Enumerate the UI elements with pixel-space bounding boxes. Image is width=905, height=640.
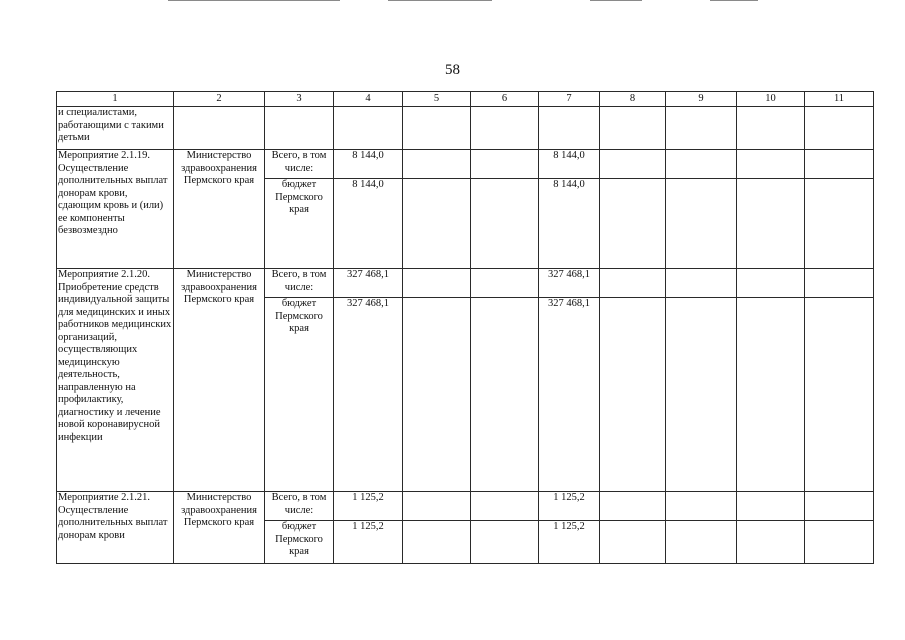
col-header: 11 <box>805 92 874 107</box>
empty-cell <box>666 150 737 179</box>
empty-cell <box>403 179 471 269</box>
col-header: 3 <box>265 92 334 107</box>
empty-cell <box>737 179 805 269</box>
empty-cell <box>805 298 874 492</box>
empty-cell <box>471 298 539 492</box>
empty-cell <box>666 269 737 298</box>
budget-value-col7: 327 468,1 <box>539 298 600 492</box>
total-label: Всего, в том числе: <box>265 269 334 298</box>
empty-cell <box>539 107 600 150</box>
empty-cell <box>471 492 539 521</box>
table-row <box>57 269 874 298</box>
empty-cell <box>805 150 874 179</box>
total-value-col4: 8 144,0 <box>334 150 403 179</box>
empty-cell <box>737 521 805 564</box>
col-header: 7 <box>539 92 600 107</box>
empty-cell <box>666 492 737 521</box>
empty-cell <box>737 107 805 150</box>
empty-cell <box>600 492 666 521</box>
col-header: 2 <box>174 92 265 107</box>
empty-cell <box>334 107 403 150</box>
total-value-col4: 1 125,2 <box>334 492 403 521</box>
measure-executor: Министерство здравоохранения Пермского края <box>174 492 265 564</box>
col-header: 9 <box>666 92 737 107</box>
measure-title: Мероприятие 2.1.19. Осуществление дополнительных выплат донорам крови, сдающим кровь и (или) ее компоненты безвозмездно <box>57 150 174 269</box>
empty-cell <box>805 521 874 564</box>
empty-cell <box>471 107 539 150</box>
budget-table <box>56 91 874 564</box>
total-value-col4: 327 468,1 <box>334 269 403 298</box>
total-value-col7: 1 125,2 <box>539 492 600 521</box>
table-row <box>57 107 874 150</box>
empty-cell <box>737 492 805 521</box>
total-value-col7: 327 468,1 <box>539 269 600 298</box>
scan-line <box>388 0 492 1</box>
empty-cell <box>666 107 737 150</box>
col-header: 10 <box>737 92 805 107</box>
empty-cell <box>600 269 666 298</box>
table-row <box>57 150 874 179</box>
empty-cell <box>174 107 265 150</box>
empty-cell <box>265 107 334 150</box>
budget-value-col4: 8 144,0 <box>334 179 403 269</box>
budget-value-col7: 1 125,2 <box>539 521 600 564</box>
empty-cell <box>403 521 471 564</box>
scan-line <box>590 0 642 1</box>
empty-cell <box>737 269 805 298</box>
measure-title: Мероприятие 2.1.20. Приобретение средств индивидуальной защиты для медицинских и иных работников медицинских организаций, осуществляющих медицинскую деятельность, направленную на профилактику, диагностику и лечение новой коронавирусной инфекции <box>57 269 174 492</box>
budget-label: бюджет Пермского края <box>265 298 334 492</box>
empty-cell <box>805 107 874 150</box>
empty-cell <box>666 179 737 269</box>
col-header: 1 <box>57 92 174 107</box>
col-header: 5 <box>403 92 471 107</box>
empty-cell <box>600 150 666 179</box>
col-header: 8 <box>600 92 666 107</box>
page-number: 58 <box>445 62 460 78</box>
empty-cell <box>471 179 539 269</box>
scan-line <box>710 0 758 1</box>
measure-executor: Министерство здравоохранения Пермского края <box>174 269 265 492</box>
total-value-col7: 8 144,0 <box>539 150 600 179</box>
empty-cell <box>600 107 666 150</box>
empty-cell <box>666 521 737 564</box>
budget-label: бюджет Пермского края <box>265 179 334 269</box>
measure-title: Мероприятие 2.1.21. Осуществление дополнительных выплат донорам крови <box>57 492 174 564</box>
empty-cell <box>805 269 874 298</box>
header-row <box>57 92 874 107</box>
empty-cell <box>403 298 471 492</box>
budget-label: бюджет Пермского края <box>265 521 334 564</box>
budget-value-col7: 8 144,0 <box>539 179 600 269</box>
empty-cell <box>805 492 874 521</box>
empty-cell <box>600 298 666 492</box>
col-header: 4 <box>334 92 403 107</box>
empty-cell <box>666 298 737 492</box>
budget-value-col4: 327 468,1 <box>334 298 403 492</box>
continuation-text: и специалистами, работающими с такими детьми <box>57 107 174 150</box>
col-header: 6 <box>471 92 539 107</box>
empty-cell <box>600 179 666 269</box>
total-label: Всего, в том числе: <box>265 492 334 521</box>
empty-cell <box>403 107 471 150</box>
empty-cell <box>403 492 471 521</box>
empty-cell <box>737 298 805 492</box>
total-label: Всего, в том числе: <box>265 150 334 179</box>
empty-cell <box>805 179 874 269</box>
empty-cell <box>600 521 666 564</box>
empty-cell <box>403 269 471 298</box>
empty-cell <box>471 269 539 298</box>
scan-line <box>168 0 340 1</box>
empty-cell <box>471 521 539 564</box>
empty-cell <box>737 150 805 179</box>
empty-cell <box>403 150 471 179</box>
measure-executor: Министерство здравоохранения Пермского края <box>174 150 265 269</box>
budget-value-col4: 1 125,2 <box>334 521 403 564</box>
table-row <box>57 492 874 521</box>
empty-cell <box>471 150 539 179</box>
